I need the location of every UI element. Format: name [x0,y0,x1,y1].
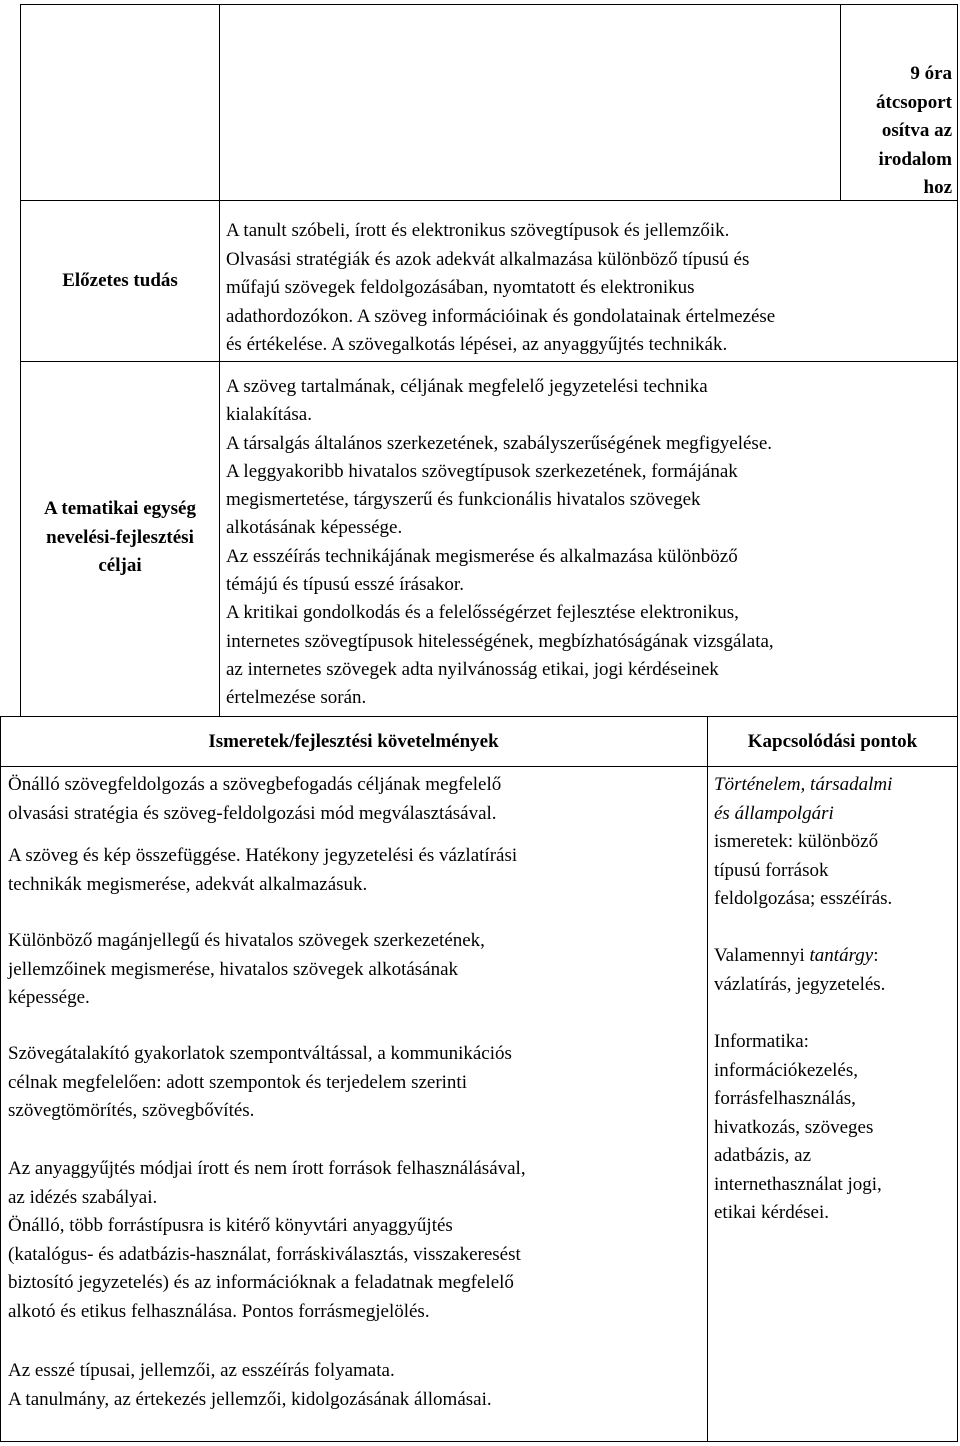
goals-label-line: céljai [98,555,142,576]
text-line: Olvasási stratégiák és azok adekvát alkalmazása különböző típusú és [226,248,750,270]
text-line: célnak megfelelően: adott szempontok és terjedelem szerinti [8,1071,467,1093]
text-line: Az esszé típusai, jellemzői, az esszéírás folyamata. [8,1360,395,1381]
text-line: jellemzőinek megismerése, hivatalos szövegek alkotásának [8,958,459,980]
text-line: műfajú szövegek feldolgozásában, nyomtatott és elektronikus [226,277,695,298]
text-segment: : [873,945,879,966]
text-line: vázlatírás, jegyzetelés. [714,973,886,995]
prior-knowledge-text [226,217,952,360]
connections-column-divider [707,716,708,1442]
text-line: kialakítása. [226,404,312,426]
text-line: adathordozókon. A szöveg információinak és gondolatainak értelmezése [226,305,776,327]
row-divider-subheader [0,766,958,767]
subject-name: tantárgy [809,945,874,966]
text-line: Az esszéírás technikájának megismerése és alkalmazása különböző [226,545,738,567]
text-segment: Valamennyi [714,945,810,966]
text-line: internethasználat jogi, [714,1173,882,1195]
goals-label-line: A tematikai egység [44,498,196,519]
text-line: alkotásának képessége. [226,517,403,539]
text-line: biztosító jegyzetelés) és az információknak a feladatnak megfelelő [8,1272,514,1293]
connections-heading: Kapcsolódási pontok [747,731,918,752]
text-line: (katalógus- és adatbázis-használat, forráskiválasztás, visszakeresést [8,1243,521,1265]
connection-all-subjects [714,942,954,999]
text-line: Szövegátalakító gyakorlatok szempontváltással, a kommunikációs [8,1043,512,1064]
hours-line: osítva az [881,120,952,141]
text-line: témájú és típusú esszé írásakor. [226,574,464,596]
text-line: értelmezése során. [226,687,367,709]
row-divider-goals [0,716,958,717]
connection-informatics [714,1028,954,1228]
text-line: A társalgás általános szerkezetének, szabályszerűségének megfigyelése. [226,432,772,454]
subject-name: és állampolgári [714,802,834,824]
connection-history [714,771,954,914]
hours-line: hoz [923,177,952,198]
requirements-paragraph [8,1155,704,1326]
table-border-left-lower [0,716,1,1442]
text-line: internetes szövegtípusok hitelességének, megbízhatóságának vizsgálata, [226,630,774,652]
text-line: Az anyaggyűjtés módjai írott és nem írott források felhasználásával, [8,1158,526,1179]
requirements-paragraph [8,1040,704,1126]
text-line: típusú források [714,859,829,881]
row-divider-header [20,200,958,201]
text-line: A kritikai gondolkodás és a felelősségérzet fejlesztése elektronikus, [226,602,739,624]
text-line: az internetes szövegek adta nyilvánosság etikai, jogi kérdéseinek [226,658,719,680]
text-line: adatbázis, az [714,1145,812,1166]
text-line: A tanulmány, az értekezés jellemzői, kidolgozásának állomásai. [8,1388,492,1410]
requirements-paragraph [8,1357,704,1414]
requirements-paragraph [8,842,704,899]
text-line: képessége. [8,987,90,1008]
text-line: Önálló szövegfeldolgozás a szövegbefogadás céljának megfelelő [8,774,502,795]
text-line: A tanult szóbeli, írott és elektronikus szövegtípusok és jellemzőik. [226,220,730,241]
text-line: Különböző magánjellegű és hivatalos szövegek szerkezetének, [8,930,485,951]
text-line: megismertetése, tárgyszerű és funkcionális hivatalos szövegek [226,489,701,511]
text-line: az idézés szabályai. [8,1186,158,1208]
text-line: Önálló, több forrástípusra is kitérő könyvtári anyaggyűjtés [8,1215,453,1236]
hours-line: 9 óra [910,63,952,84]
requirements-heading: Ismeretek/fejlesztési követelmények [208,731,499,752]
goals-label-line: nevelési-fejlesztési [46,526,194,548]
goals-text [226,373,952,713]
text-line: információkezelés, [714,1059,859,1081]
text-line: ismeretek: különböző [714,831,879,852]
table-border-bottom [0,1441,958,1442]
hours-line: irodalom [878,148,952,170]
text-line: olvasási stratégia és szöveg-feldolgozási mód megválasztásával. [8,802,497,824]
hours-line: átcsoport [876,91,952,113]
table-border-top [20,4,958,5]
goals-label [22,495,218,581]
label-column-divider [219,4,220,716]
table-border-left-upper [20,4,21,716]
text-line [714,942,954,971]
text-line: A szöveg és kép összefüggése. Hatékony jegyzetelési és vázlatírási [8,845,518,866]
text-line: A szöveg tartalmának, céljának megfelelő jegyzetelési technika [226,376,708,397]
text-line: A leggyakoribb hivatalos szövegtípusok szerkezetének, formájának [226,460,738,482]
text-line: etikai kérdései. [714,1202,830,1223]
text-line: szövegtömörítés, szövegbővítés. [8,1100,255,1121]
hours-cell [846,60,952,203]
text-line: technikák megismerése, adekvát alkalmazásuk. [8,873,368,895]
text-line: alkotó és etikus felhasználása. Pontos forrásmegjelölés. [8,1300,430,1322]
text-line: hivatkozás, szöveges [714,1116,874,1138]
subject-name: Történelem, társadalmi [714,774,893,795]
text-line: feldolgozása; esszéírás. [714,888,893,909]
requirements-paragraph [8,771,704,828]
requirements-paragraph [8,927,704,1013]
table-border-right [957,4,958,1442]
row-divider-prior [20,361,958,362]
prior-knowledge-label: Előzetes tudás [62,270,178,291]
text-line: forrásfelhasználás, [714,1088,856,1109]
text-line: Informatika: [714,1031,809,1052]
text-line: és értékelése. A szövegalkotás lépései, az anyaggyűjtés technikák. [226,334,728,355]
hours-column-divider [840,4,841,200]
